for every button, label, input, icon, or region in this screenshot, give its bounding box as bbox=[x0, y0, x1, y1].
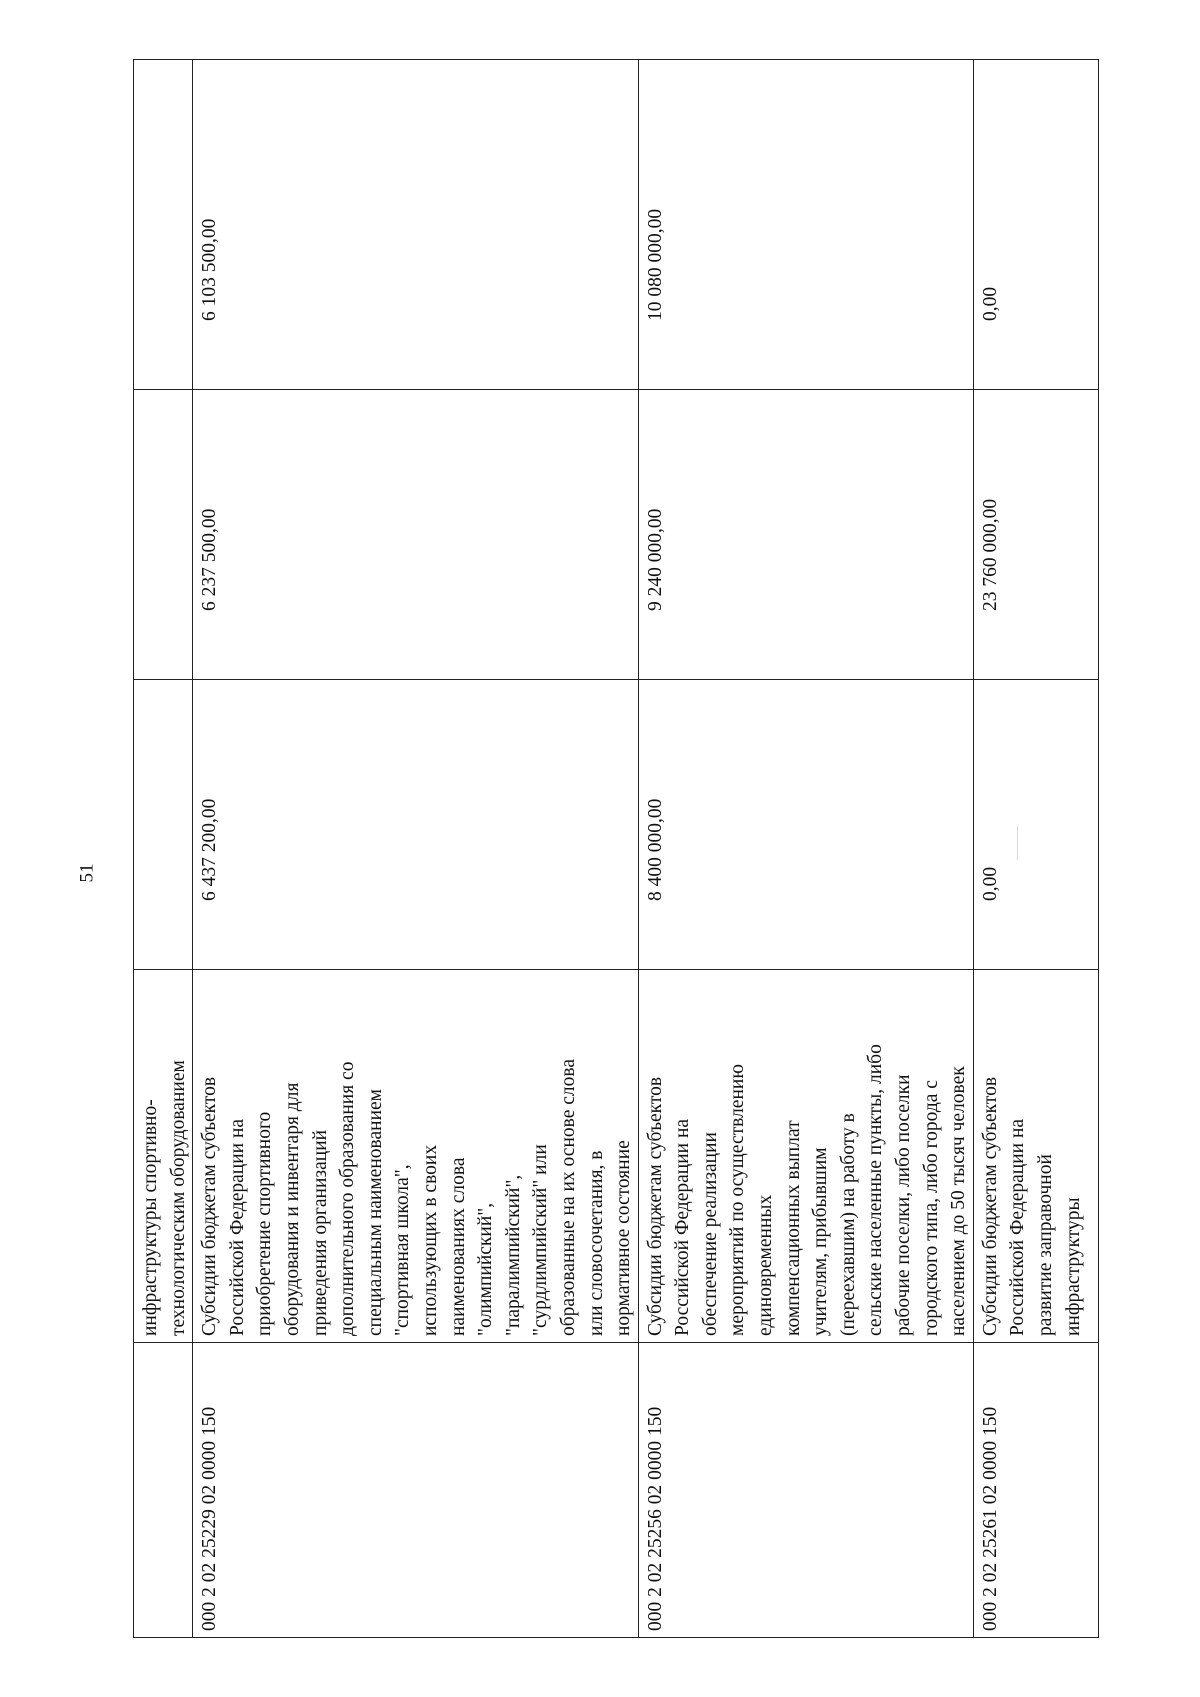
description-line: рабочие поселки, либо поселки bbox=[893, 1074, 915, 1336]
description-line: наименованиях слова bbox=[447, 1157, 469, 1336]
cell-description bbox=[134, 970, 193, 1343]
description-line: или словосочетания, в bbox=[585, 1150, 607, 1336]
description-line: мероприятий по осуществлению bbox=[727, 1064, 749, 1336]
description-line: компенсационных выплат bbox=[782, 1120, 804, 1336]
cell-value-3 bbox=[134, 60, 193, 390]
description-line: технологическим оборудованием bbox=[167, 1060, 189, 1336]
description-line: инфраструктуры спортивно- bbox=[140, 1099, 161, 1336]
description-line: Субсидии бюджетам субъектов bbox=[979, 1076, 1001, 1336]
description-line: учителям, прибывшим bbox=[810, 1147, 832, 1336]
description-line: инфраструктуры bbox=[1062, 1197, 1084, 1336]
description-line: обеспечение реализации bbox=[699, 1132, 721, 1336]
description-line: (переехавшим) на работу в bbox=[837, 1113, 859, 1336]
cell-value-2: 23 760 000,00 bbox=[973, 390, 1098, 680]
cell-value-2 bbox=[134, 390, 193, 680]
description-line: Российской Федерации на bbox=[1007, 1118, 1029, 1336]
description-line: Субсидии бюджетам субъектов bbox=[199, 1076, 221, 1336]
cell-code bbox=[134, 1343, 193, 1638]
description-line: Субсидии бюджетам субъектов bbox=[644, 1076, 666, 1336]
cell-value-2: 6 237 500,00 bbox=[193, 390, 639, 680]
description-line: образованные на их основе слова bbox=[557, 1059, 579, 1336]
description-line: приведения организаций bbox=[309, 1129, 331, 1336]
cell-value-1 bbox=[134, 680, 193, 970]
rotated-table-container bbox=[133, 60, 1093, 1638]
cell-value-1: 6 437 200,00 bbox=[193, 680, 639, 970]
cell-description bbox=[973, 970, 1098, 1343]
cell-code: 000 2 02 25261 02 0000 150 bbox=[973, 1343, 1098, 1638]
scan-artifact-line bbox=[1017, 826, 1018, 860]
page-number: 51 bbox=[76, 863, 98, 883]
description-line: оборудования и инвентаря для bbox=[281, 1082, 303, 1336]
description-line: нормативное состояние bbox=[613, 1140, 635, 1336]
cell-value-3: 6 103 500,00 bbox=[193, 60, 639, 390]
description-line: городского типа, либо города с bbox=[920, 1080, 942, 1336]
cell-code: 000 2 02 25229 02 0000 150 bbox=[193, 1343, 639, 1638]
description-line: приобретение спортивного bbox=[254, 1111, 276, 1336]
description-line: "олимпийский", bbox=[475, 1202, 497, 1336]
description-line: использующих в своих bbox=[419, 1144, 441, 1336]
cell-value-1: 8 400 000,00 bbox=[638, 680, 973, 970]
cell-value-2: 9 240 000,00 bbox=[638, 390, 973, 680]
table-row-continuation bbox=[134, 60, 193, 1638]
description-line: "паралимпийский", bbox=[502, 1174, 524, 1336]
description-line: сельские населенные пункты, либо bbox=[865, 1044, 887, 1336]
table-row bbox=[193, 60, 639, 1638]
description-line: "сурдлимпийский" или bbox=[530, 1144, 552, 1336]
description-line: Российской Федерации на bbox=[226, 1118, 248, 1336]
cell-value-3: 10 080 000,00 bbox=[638, 60, 973, 390]
description-line: населением до 50 тысяч человек bbox=[948, 1066, 970, 1336]
cell-value-1: 0,00 bbox=[973, 680, 1098, 970]
cell-code: 000 2 02 25256 02 0000 150 bbox=[638, 1343, 973, 1638]
cell-description bbox=[638, 970, 973, 1343]
cell-description bbox=[193, 970, 639, 1343]
description-line: дополнительного образования со bbox=[337, 1061, 359, 1336]
cell-value-3: 0,00 bbox=[973, 60, 1098, 390]
description-line: Российской Федерации на bbox=[672, 1118, 694, 1336]
description-line: единовременных bbox=[755, 1194, 777, 1336]
description-line: "спортивная школа", bbox=[392, 1164, 414, 1336]
description-line: специальным наименованием bbox=[364, 1089, 386, 1336]
table-row bbox=[973, 60, 1098, 1638]
budget-table bbox=[133, 59, 1099, 1638]
table-row bbox=[638, 60, 973, 1638]
description-line: развитие заправочной bbox=[1035, 1154, 1056, 1336]
